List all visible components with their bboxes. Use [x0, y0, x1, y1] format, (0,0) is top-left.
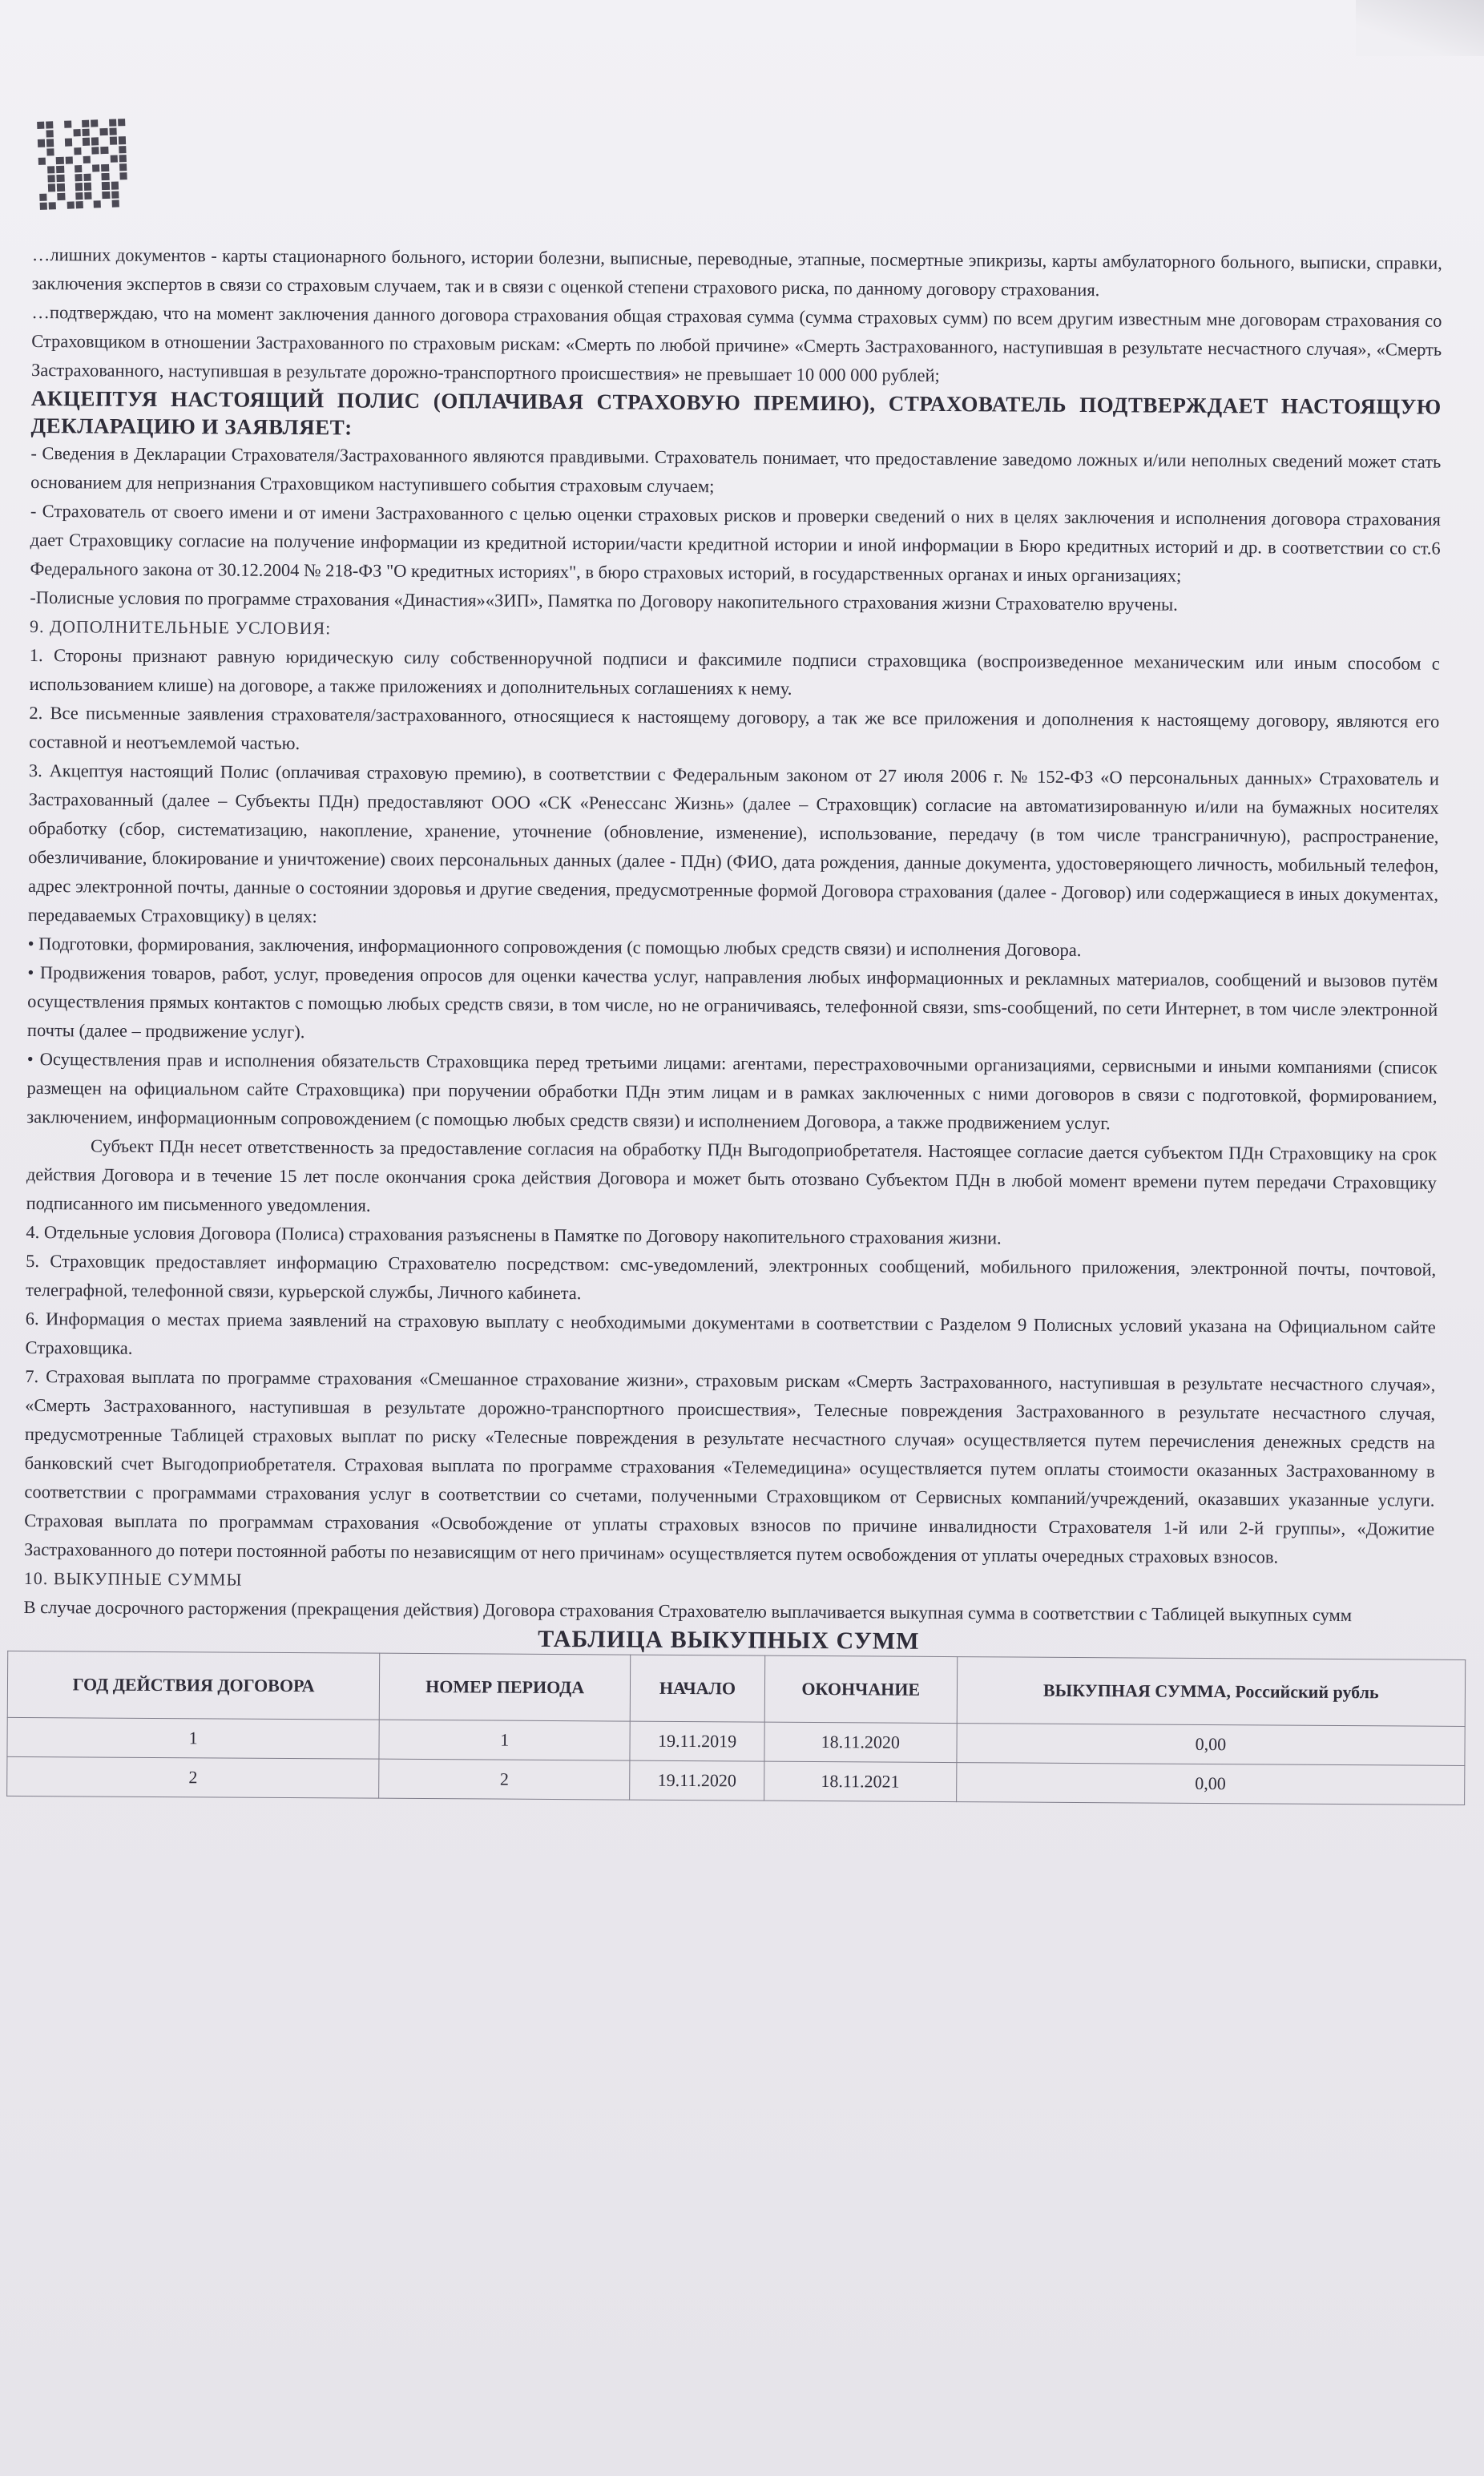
table-title: ТАБЛИЦА ВЫКУПНЫХ СУММ [538, 1625, 920, 1655]
header-contract-year: ГОД ДЕЙСТВИЯ ДОГОВОРА [7, 1651, 380, 1720]
consent-paragraph: Субъект ПДн несет ответственность за предоставление согласия на обработку ПДн Выгодоприобретателя. Настоящее согласие дается субъектом ПДн Страховщику на срок действия Договора и в течение 15 лет после окончания срока действия Договора и может быть отозвано Субъектом ПДн в любой момент времени путем передачи Страховщику подписанного им письменного уведомления. [26, 1135, 1438, 1216]
section-9-item: 4. Отдельные условия Договора (Полиса) страхования разъяснены в Памятке по Договору накопительного страхования жизни. [26, 1221, 1002, 1248]
paragraph-top-1: …лишних документов - карты стационарного больного, истории болезни, выписные, переводные, этапные, посмертные эпикризы, карты амбулаторного больного, выписки, справки, заключения экспертов в связи со страховым случаем, так и в связи с оценкой степени страхового риска, по данному договору страхования. [31, 244, 1442, 300]
table-header-row [7, 1651, 1465, 1726]
section-9-item: 7. Страховая выплата по программе страхования «Смешанное страхование жизни», страховым рискам «Смерть Застрахованного, наступившая в результате несчастного случая», «Смерть Застрахованного, наступившая в результате дорожно-транспортного происшествия», Телесные повреждения Застрахованного в результате несчастного случая, предусмотренные Таблицей страховых выплат по риску «Телесные повреждения в результате несчастного случая» осуществляется путем перечисления денежных средств на банковский счет Выгодоприобретателя. Страховая выплата по программе страхования «Телемедицина» осуществляется путем оплаты стоимости оказанных Застрахованному в соответствии с программами страхования услуг в соответствии со счетами, полученными Страховщиком от Сервисных компаний/учреждений, оказавших указанные услуги. Страховая выплата по программам страхования «Освобождение от уплаты страховых взносов по причине инвалидности Страхователя 1-й или 2-й группы», «Дожитие Застрахованного до потери постоянной работы по независящим от него причинам» осуществляется путем освобождения от уплаты очередных страховых взносов. [23, 1365, 1436, 1567]
page-corner-fold [1356, 0, 1484, 56]
qr-code-icon [37, 119, 128, 210]
section-9-item: 6. Информация о местах приема заявлений на страховую выплату с необходимыми документами в соответствии с Разделом 9 Полисных условий указана на Официальном сайте Страховщика. [25, 1308, 1436, 1358]
cell-period: 1 [379, 1720, 630, 1760]
acceptance-item: - Сведения в Декларации Страхователя/Застрахованного являются правдивыми. Страхователь понимает, что предоставление заведомо ложных и/или неполных сведений может стать основанием для непризнания Страховщиком наступившего события страховым случаем; [30, 442, 1442, 497]
cell-cash-value: 0,00 [956, 1763, 1465, 1805]
section-10-title: 10. ВЫКУПНЫЕ СУММЫ [23, 1567, 243, 1590]
acceptance-item: - Страхователь от своего имени и от имени Застрахованного с целью оценки страховых рисков и проверки сведений о них в целях заключения и исполнения договора страхования дает Страховщику согласие на получение информации из кредитной истории/части кредитной истории и иной информации в Бюро кредитных историй и др. в соответствии со ст.6 Федерального закона от 30.12.2004 № 218-ФЗ "О кредитных историях", в бюро страховых историй, в государственных органах и иных организациях; [30, 500, 1441, 586]
document-body [22, 240, 1442, 1805]
header-cash-value: ВЫКУПНАЯ СУММА, Российский рубль [957, 1657, 1466, 1727]
acceptance-item: -Полисные условия по программе страхования «Династия»«ЗИП», Памятка по Договору накопительного страхования жизни Страхователю вручены. [30, 587, 1178, 615]
section-10-text: В случае досрочного расторжения (прекращения действия) Договора страхования Страхователю выплачивается выкупная сумма в соответствии с Таблицей выкупных сумм [23, 1596, 1353, 1626]
paragraph-top-2: …подтверждаю, что на момент заключения данного договора страхования общая страховая сумма (сумма страховых сумм) по всем другим известным мне договорам страхования со Страховщиком в отношении Застрахованного по страховым рискам: «Смерть по любой причине» «Смерть Застрахованного, наступившая в результате несчастного случая», «Смерть Застрахованного, наступившая в результате дорожно-транспортного происшествия» не превышает 10 000 000 рублей; [30, 301, 1442, 385]
cell-start: 19.11.2020 [630, 1760, 764, 1801]
section-9-item: • Осуществления прав и исполнения обязательств Страховщика перед третьими лицами: агентами, перестраховочными организациями, сервисными и иными компаниями (список размещен на официальном сайте Страховщика) при поручении обработки ПДн этим лицам и в рамках заключенных с ними договоров в связи с подготовкой, формированием, заключением, информационным сопровождением (с помощью любых средств связи) и исполнением Договора, а также продвижением услуг. [26, 1048, 1438, 1134]
section-9-item: 2. Все письменные заявления страхователя/застрахованного, относящиеся к настоящему договору, а так же все приложения и дополнения к настоящему договору, являются его составной и неотъемлемой частью. [29, 702, 1440, 754]
section-9-item: • Продвижения товаров, работ, услуг, проведения опросов для оценки качества услуг, направления любых информационных и рекламных материалов, сообщений и вызовов путём осуществления прямых контактов с помощью любых средств связи, в том числе, но не ограничиваясь, телефонной связи, sms-сообщений, по сети Интернет, в том числе электронной почты (далее – продвижение услуг). [26, 962, 1438, 1042]
cell-cash-value: 0,00 [957, 1724, 1466, 1766]
cell-year: 1 [7, 1717, 379, 1759]
cash-value-table [6, 1651, 1466, 1805]
cell-year: 2 [7, 1756, 379, 1798]
section-9-item: 3. Акцептуя настоящий Полис (оплачивая страховую премию), в соответствии с Федеральным законом от 27 июля 2006 г. № 152-ФЗ «О персональных данных» Страхователь и Застрахованный (далее – Субъекты ПДн) предоставляют ООО «СК «Ренессанс Жизнь» (далее – Страховщик) согласие на автоматизированную и/или на бумажных носителях обработку (сбор, систематизацию, накопление, хранение, уточнение (обновление, изменение), использование, передачу (в том числе трансграничную), распространение, обезличивание, блокирование и уничтожение) своих персональных данных (далее - ПДн) (ФИО, дата рождения, данные документа, удостоверяющего личность, мобильный телефон, адрес электронной почты, данные о состоянии здоровья и другие сведения, предусмотренные формой Договора страхования (далее - Договор) или содержащиеся в иных документах, передаваемых Страховщику) в целях: [27, 760, 1440, 927]
table-row [7, 1756, 1465, 1805]
section-9-title: 9. ДОПОЛНИТЕЛЬНЫЕ УСЛОВИЯ: [29, 615, 332, 639]
header-start: НАЧАЛО [630, 1655, 764, 1722]
cell-end: 18.11.2021 [764, 1761, 956, 1801]
section-9-item: • Подготовки, формирования, заключения, информационного сопровождения (с помощью любых средств связи) и исполнения Договора. [27, 933, 1082, 961]
cell-period: 2 [379, 1759, 630, 1800]
cell-start: 19.11.2019 [630, 1721, 764, 1761]
acceptance-heading: АКЦЕПТУЯ НАСТОЯЩИЙ ПОЛИС (ОПЛАЧИВАЯ СТРАХОВУЮ ПРЕМИЮ), СТРАХОВАТЕЛЬ ПОДТВЕРЖДАЕТ НАСТОЯЩУЮ ДЕКЛАРАЦИЮ И ЗАЯВЛЯЕТ: [30, 385, 1442, 440]
header-end: ОКОНЧАНИЕ [764, 1655, 957, 1723]
section-9-item: 5. Страховщик предоставляет информацию Страхователю посредством: смс-уведомлений, электронных сообщений, мобильного приложения, электронной почты, почтовой, телеграфной, телефонной связи, курьерской службы, Личного кабинета. [25, 1250, 1437, 1304]
section-9-item: 1. Стороны признают равную юридическую силу собственноручной подписи и факсимиле подписи страховщика (воспроизведенное механическим или иным способом с использованием клише) на договоре, а также приложениях и дополнительных соглашениях к нему. [29, 644, 1440, 699]
cell-end: 18.11.2020 [764, 1722, 957, 1762]
header-period-number: НОМЕР ПЕРИОДА [379, 1653, 630, 1721]
